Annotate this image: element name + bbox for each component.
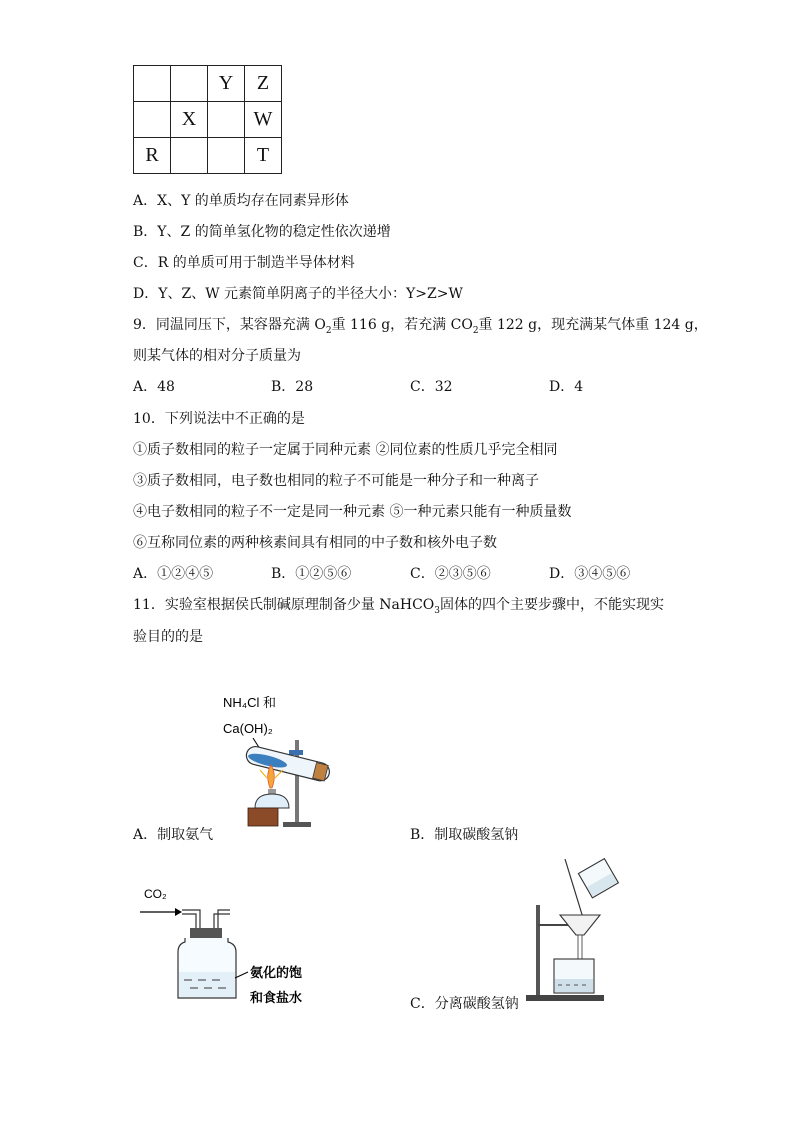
test-tube xyxy=(244,745,331,783)
q9-stem-line2: 则某气体的相对分子质量为 xyxy=(133,348,301,364)
q8-option-d: D．Y、Z、W 元素简单阴离子的半径大小：Y>Z>W xyxy=(133,286,463,302)
q11-option-b: B．制取碳酸氢钠 xyxy=(410,827,519,843)
grid-cell: R xyxy=(134,138,171,174)
grid-cell xyxy=(208,102,245,138)
grid-cell xyxy=(171,138,208,174)
q10-statement-3: ④电子数相同的粒子不一定是同一种元素 ⑤一种元素只能有一种质量数 xyxy=(133,504,572,520)
q8-option-a: A．X、Y 的单质均存在同素异形体 xyxy=(133,193,349,209)
outlet-tube xyxy=(214,914,230,930)
q10-stem: 10．下列说法中不正确的是 xyxy=(133,411,305,427)
q9-option-b: B．28 xyxy=(271,379,314,395)
grid-cell: W xyxy=(245,102,282,138)
clamp xyxy=(289,750,303,755)
alcohol-lamp-icon xyxy=(255,794,289,808)
q10-statement-1: ①质子数相同的粒子一定属于同种元素 ②同位素的性质几乎完全相同 xyxy=(133,442,558,458)
grid-cell: X xyxy=(171,102,208,138)
q10-option-d: D．③④⑤⑥ xyxy=(549,566,631,582)
ammonia-generation-apparatus xyxy=(215,690,345,835)
q9-stem: 9．同温同压下，某容器充满 $O_2$重 116 g，若充满 $CO_2$重 122 g，现充满某气体重 124 g， xyxy=(133,317,708,336)
arrow-head-icon xyxy=(175,908,182,916)
stand-rod xyxy=(536,905,540,997)
q9-option-d: D．4 xyxy=(549,379,584,395)
grid-cell xyxy=(134,102,171,138)
q8-option-b: B．Y、Z 的简单氢化物的稳定性依次递增 xyxy=(133,224,391,240)
rubber-stopper xyxy=(190,928,222,938)
fig-b-label-2: 和食盐水 xyxy=(250,990,303,1005)
element-position-grid xyxy=(133,65,282,174)
q11-option-a: A．制取氨气 xyxy=(133,827,214,843)
brine-liquid xyxy=(179,972,235,997)
glass-rod xyxy=(565,859,584,921)
wooden-block xyxy=(248,808,278,826)
grid-cell xyxy=(171,66,208,102)
stand-base xyxy=(283,822,311,827)
q11-stem: 11．实验室根据侯氏制碱原理制备少量 NaHCO$_3$固体的四个主要步骤中，不能实现实 xyxy=(133,597,664,616)
fig-a-label-1: NH₄Cl 和 xyxy=(223,695,276,710)
stand-base xyxy=(526,995,604,1001)
filtration-apparatus xyxy=(520,855,630,1005)
q9-option-a: A．48 xyxy=(133,379,175,395)
grid-cell: T xyxy=(245,138,282,174)
q9-option-c: C．32 xyxy=(410,379,453,395)
fig-a-label-2: Ca(OH)₂ xyxy=(223,721,273,736)
grid-cell: Z xyxy=(245,66,282,102)
q10-option-c: C．②③⑤⑥ xyxy=(410,566,491,582)
q11-stem-line2: 验目的的是 xyxy=(133,629,203,645)
grid-cell: Y xyxy=(208,66,245,102)
q8-option-c: C．R 的单质可用于制造半导体材料 xyxy=(133,255,355,271)
grid-cell xyxy=(134,66,171,102)
q11-option-c: C．分离碳酸氢钠 xyxy=(410,996,519,1012)
gas-bottle-apparatus xyxy=(130,880,320,1010)
grid-cell xyxy=(208,138,245,174)
q10-statement-4: ⑥互称同位素的两种核素间具有相同的中子数和核外电子数 xyxy=(133,535,497,551)
q10-option-a: A．①②④⑤ xyxy=(133,566,214,582)
fig-b-gas-label: CO₂ xyxy=(144,887,167,901)
q10-option-b: B．①②⑤⑥ xyxy=(271,566,352,582)
pouring-beaker xyxy=(578,859,618,898)
fig-b-label-1: 氨化的饱 xyxy=(250,965,303,980)
q10-statement-2: ③质子数相同，电子数也相同的粒子不可能是一种分子和一种离子 xyxy=(133,473,539,489)
